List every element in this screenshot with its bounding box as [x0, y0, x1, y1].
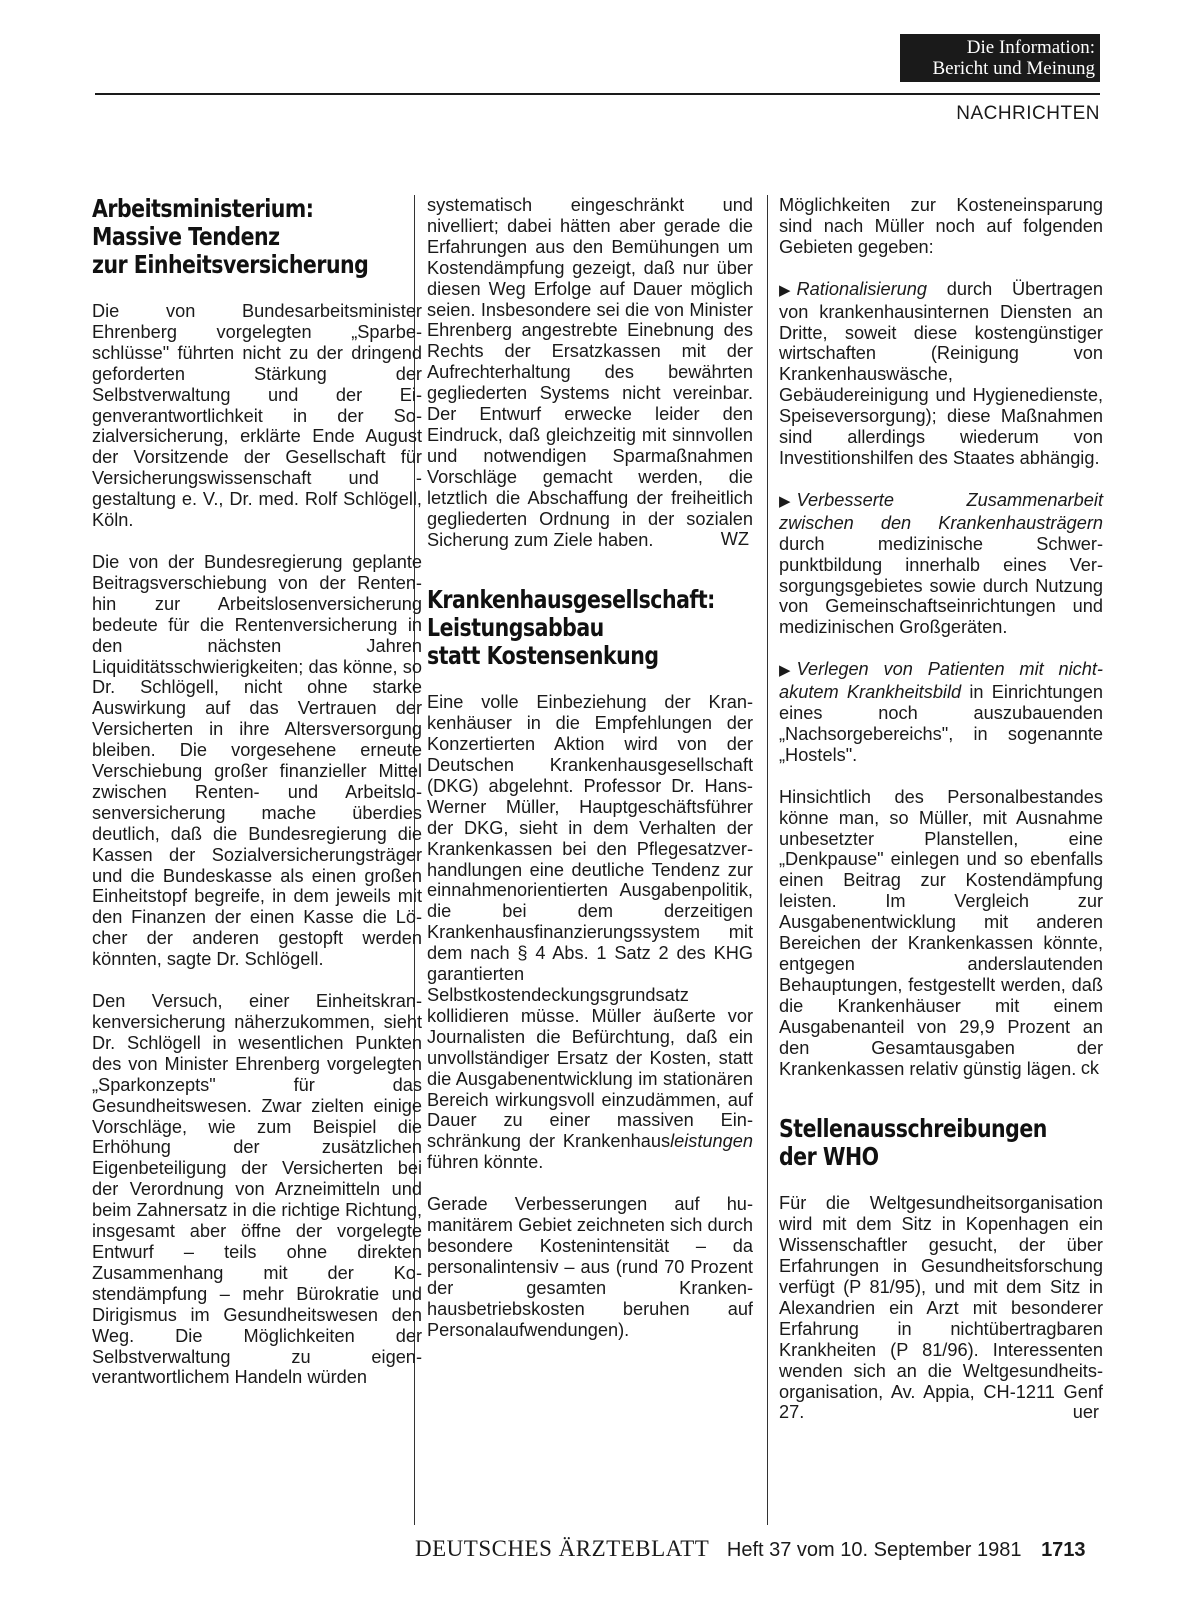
section-label: NACHRICHTEN — [956, 103, 1100, 124]
article2-bullet: ▶ Verbesserte Zusammenarbeit zwischen den Krankenhausträgern durch medizinische Schwerpunktbildung innerhalb eines Versorgungsgebietes sowie durch Nutzung von Gemeinschaftseinrichtungen und medizinischen Großgeräten. — [779, 489, 1103, 638]
journal-name: DEUTSCHES ÄRZTEBLATT — [415, 1536, 710, 1561]
triangle-bullet-icon: ▶ — [779, 492, 791, 510]
triangle-bullet-icon: ▶ — [779, 662, 791, 680]
column-2 — [427, 195, 753, 1362]
article1-paragraph: Den Versuch, einer Einheitskrankenversicherung näherzukommen, sieht Dr. Schlögell in wesentlichen Punkten des von Minister Ehrenberg vorgelegten „Sparkonzepts" für das Gesundheitswesen. Zwar zielten einige Vorschläge, wie zum Beispiel die Erhöhung der zusätzlichen Eigenbeteiligung der Versicherten bei der Verordnung von Arzneimitteln und beim Zahnersatz in die richtige Richtung, insgesamt aber öffne der vorgelegte Entwurf – teils ohne direkten Zusammenhang mit der Kostendämpfung – mehr Bürokratie und Dirigismus im Gesundheitswesen den Weg. Die Möglichkeiten der Selbstverwaltung zu eigenverantwortlichem Handeln würden — [92, 991, 422, 1388]
page-footer — [415, 1536, 1086, 1562]
article1-paragraph: systematisch eingeschränkt und nivelliert; dabei hätten aber gerade die Erfahrungen aus den Bemühungen um Kostendämpfung gezeigt, daß nur über diesen Weg Erfolge auf Dauer möglich seien. Insbesondere sei die von Minister Ehrenberg angestrebte Einebnung des Rechts der Ersatzkassen mit der Aufrechterhaltung des bewährten gegliederten Systems nicht vereinbar. Der Entwurf erwecke leider den Eindruck, daß gleichzeitig mit sinnvollen und notwendigen Sparmaßnahmen Vorschläge gemacht werden, die letztlich die Abschaffung der freiheitlich gegliederten Ordnung in der sozialen Sicherung zum Ziele haben. — [427, 195, 753, 550]
badge-line-1: Die Information: — [966, 37, 1095, 58]
article3-paragraph: Für die Weltgesundheitsorganisation wird mit dem Sitz in Kopenhagen ein Wissenschaftler gesucht, der über Erfahrungen in Gesundheitsforschung verfügt (P 81/95), und mit dem Sitz in Alexandrien ein Arzt mit besonderer Erfahrung in nichtübertragbaren Krankheiten (P 81/96). Interessenten wenden sich an die Weltgesundheitsorganisation, Av. Appia, CH-1211 Genf 27. — [779, 1193, 1103, 1423]
article3-headline: Stellenausschreibungen der WHO — [779, 1114, 1047, 1172]
badge-line-2: Bericht und Meinung — [932, 58, 1095, 79]
article1-paragraph: Die von der Bundesregierung geplante Beitragsverschiebung von der Renten- hin zur Arbeitslosenversicherung bedeute für die Rentenversicherung in den nächsten Jahren Liquiditätsschwierigkeiten; das könne, so Dr. Schlögell, nicht ohne starke Auswirkung auf das Vertrauen der Versicherten in ihre Altersversorgung bleiben. Die vorgesehene erneute Verschiebung großer finanzieller Mittel zwischen Renten- und Arbeitslosenversicherung mache überdies deutlich, daß die Bundesregierung die Kassen der Sozialversicherungsträger und die Bundeskasse als einen großen Einheitstopf begreife, in dem jeweils mit den Finanzen der einen Kasse die Löcher der anderen gestopft werden könnten, sagte Dr. Schlögell. — [92, 551, 422, 970]
issue-info: Heft 37 vom 10. September 1981 — [726, 1539, 1022, 1561]
article2-initials: ck — [1080, 1058, 1099, 1079]
column-3 — [779, 195, 1103, 1423]
article2-paragraph: Hinsichtlich des Personalbestandes könne man, so Müller, mit Ausnahme unbesetzter Planstellen, eine „Denkpause" einlegen und so ebenfalls einen Beitrag zur Kostendämpfung leisten. Im Vergleich zur Ausgabenentwicklung mit anderen Bereichen der Krankenkassen könnte, entgegen anderslautenden Behauptungen, festgestellt werden, daß die Krankenhäuser mit einem Ausgabenanteil von 29,9 Prozent an den Gesamtausgaben der Krankenkassen relativ günstig lägen. — [779, 786, 1103, 1079]
article2-paragraph: Eine volle Einbeziehung der Krankenhäuser in die Empfehlungen der Konzertierten Aktion wird von der Deutschen Krankenhausgesellschaft (DKG) abgelehnt. Professor Dr. Hans-Werner Müller, Hauptgeschäftsführer der DKG, sieht in dem Verhalten der Krankenkassen bei den Pflegesatzverhandlungen eine deutliche Tendenz zur einnahmenorientierten Ausgabenpolitik, die bei dem derzeitigen Krankenhausfinanzierungssystem mit dem nach § 4 Abs. 1 Satz 2 des KHG garantierten Selbstkostendeckungsgrundsatz kollidieren müsse. Müller äußerte vor Journalisten die Befürchtung, daß ein unvollständiger Ersatz der Kosten, statt die Ausgabenentwicklung im stationären Bereich wirkungsvoll einzudämmen, auf Dauer zu einer massiven Einschränkung der Krankenhausleistungen führen könnte. — [427, 692, 753, 1173]
article2-paragraph: Gerade Verbesserungen auf humanitärem Gebiet zeichneten sich durch besondere Kostenintensität – da personalintensiv – aus (rund 70 Prozent der gesamten Krankenhausbetriebskosten beruhen auf Personalaufwendungen). — [427, 1194, 753, 1340]
article1-paragraph: Die von Bundesarbeitsminister Ehrenberg vorgelegten „Sparbeschlüsse" führten nicht zu der dringend geforderten Stärkung der Selbstverwaltung und der Eigenverantwortlichkeit in der Sozialversicherung, erklärte Ende August der Vorsitzende der Gesellschaft für Versicherungswissenschaft und -gestaltung e. V., Dr. med. Rolf Schlögell, Köln. — [92, 301, 422, 531]
section-badge — [900, 34, 1100, 82]
article2-headline: Krankenhausgesellschaft: Leistungsabbau statt Kostensenkung — [427, 585, 715, 671]
page-number: 1713 — [1041, 1539, 1086, 1561]
article1-headline: Arbeitsministerium: Massive Tendenz zur Einheitsversicherung — [92, 194, 369, 279]
article3-initials: uer — [1072, 1402, 1099, 1423]
article1-initials: WZ — [720, 529, 749, 550]
article2-bullet: ▶ Verlegen von Patienten mit nicht-akutem Krankheitsbild in Einrichtungen eines noch auszubauenden „Nachsorgebereichs", in sogenannte „Hostels". — [779, 659, 1104, 765]
column-1 — [92, 195, 422, 1409]
column-divider — [767, 195, 768, 1525]
triangle-bullet-icon: ▶ — [779, 281, 791, 299]
header-rule — [95, 93, 1100, 95]
article2-paragraph: Möglichkeiten zur Kosteneinsparung sind nach Müller noch auf folgenden Gebieten gegeben: — [779, 195, 1103, 257]
article2-bullet: ▶ Rationalisierung durch Übertragen von krankenhausinternen Diensten an Dritte, soweit diese kostengünstiger wirtschaften (Reinigung von Krankenhauswäsche, Gebäudereinigung und Hygienedienste, Speiseversorgung); diese Maßnahmen sind allerdings wiederum von Investitionshilfen des Staates abhängig. — [779, 278, 1103, 468]
